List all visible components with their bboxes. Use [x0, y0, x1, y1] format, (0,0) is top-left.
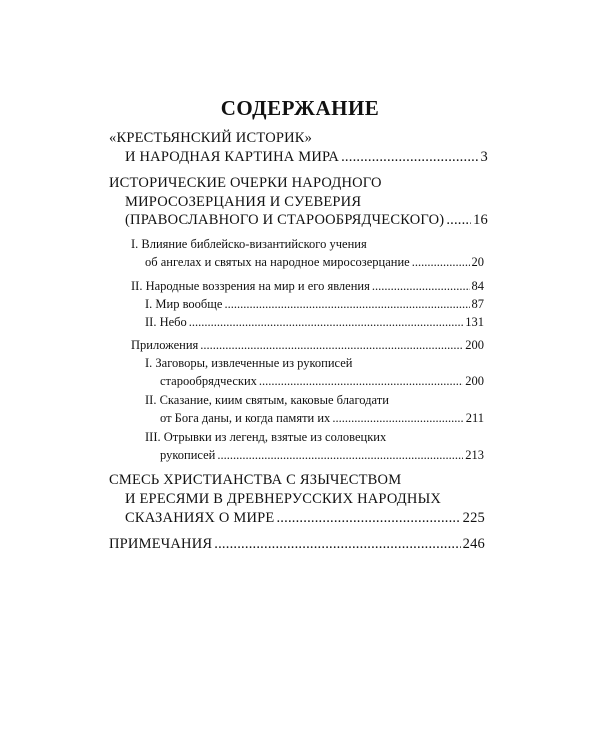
toc-entry-1-line-1: МИРОСОЗЕРЦАНИЯ И СУЕВЕРИЯ — [125, 194, 362, 210]
toc-entry-4-line-0: I. Мир вообще ..... 87 — [145, 297, 484, 312]
toc-entry-7-line-0: I. Заговоры, извлеченные из рукописей — [145, 356, 353, 370]
dot-leader — [341, 149, 478, 166]
toc-entry-1-line-0: ИСТОРИЧЕСКИЕ ОЧЕРКИ НАРОДНОГО — [109, 175, 382, 191]
page-number: 84 — [471, 279, 484, 293]
toc-entry-8-line-0: II. Сказание, киим святым, каковые благодати — [145, 393, 389, 407]
toc-entry-9-line-0: III. Отрывки из легенд, взятые из соловецких — [145, 430, 387, 444]
toc-entry-0-line-0: «КРЕСТЬЯНСКИЙ ИСТОРИК» — [109, 130, 313, 146]
page-title: СОДЕРЖАНИЕ — [220, 96, 380, 120]
page-number: 131 — [465, 315, 484, 329]
page-number: 225 — [462, 510, 485, 526]
page-number: 200 — [465, 338, 484, 352]
dot-leader — [217, 448, 463, 463]
page-number: 211 — [465, 411, 484, 425]
toc-entry-9-line-1: рукописей ..... 213 — [160, 448, 484, 463]
toc-entry-5-line-0: II. Небо ..... 131 — [145, 315, 484, 330]
toc-entry-11-line-0: ПРИМЕЧАНИЯ ..... 246 — [109, 536, 485, 553]
dot-leader — [214, 536, 460, 553]
toc-entry-1-line-2: (ПРАВОСЛАВНОГО И СТАРООБРЯДЧЕСКОГО) ..... 16 — [125, 212, 488, 229]
toc-entry-3-line-0: II. Народные воззрения на мир и его явления ..... 84 — [131, 279, 484, 294]
page-number: 16 — [473, 212, 488, 228]
toc-entry-6-line-0: Приложения ..... 200 — [131, 338, 484, 353]
page-number: 246 — [462, 536, 485, 552]
dot-leader — [446, 212, 471, 229]
page-number: 200 — [465, 374, 484, 388]
toc-entry-7-line-1: старообрядческих ..... 200 — [160, 374, 484, 389]
toc-entry-2-line-1: об ангелах и святых на народное миросозерцание ..... 20 — [145, 255, 484, 270]
toc-entry-8-line-1: от Бога даны, и когда памяти их ..... 211 — [160, 411, 484, 426]
dot-leader — [189, 315, 463, 330]
dot-leader — [224, 297, 469, 312]
dot-leader — [200, 338, 463, 353]
page-number: 3 — [480, 149, 488, 165]
toc-entry-10-line-2: СКАЗАНИЯХ О МИРЕ ..... 225 — [125, 510, 485, 527]
dot-leader — [259, 374, 463, 389]
toc-entry-2-line-0: I. Влияние библейско-византийского учения — [131, 237, 367, 251]
dot-leader — [276, 510, 460, 527]
page-number: 20 — [471, 255, 484, 269]
toc-entry-10-line-1: И ЕРЕСЯМИ В ДРЕВНЕРУССКИХ НАРОДНЫХ — [125, 491, 442, 507]
toc-entry-0-line-1: И НАРОДНАЯ КАРТИНА МИРА ..... 3 — [125, 149, 488, 166]
dot-leader — [332, 411, 463, 426]
page-number: 87 — [471, 297, 484, 311]
toc-entry-10-line-0: СМЕСЬ ХРИСТИАНСТВА С ЯЗЫЧЕСТВОМ — [109, 472, 402, 488]
dot-leader — [372, 279, 470, 294]
page-number: 213 — [465, 448, 484, 462]
dot-leader — [412, 255, 470, 270]
